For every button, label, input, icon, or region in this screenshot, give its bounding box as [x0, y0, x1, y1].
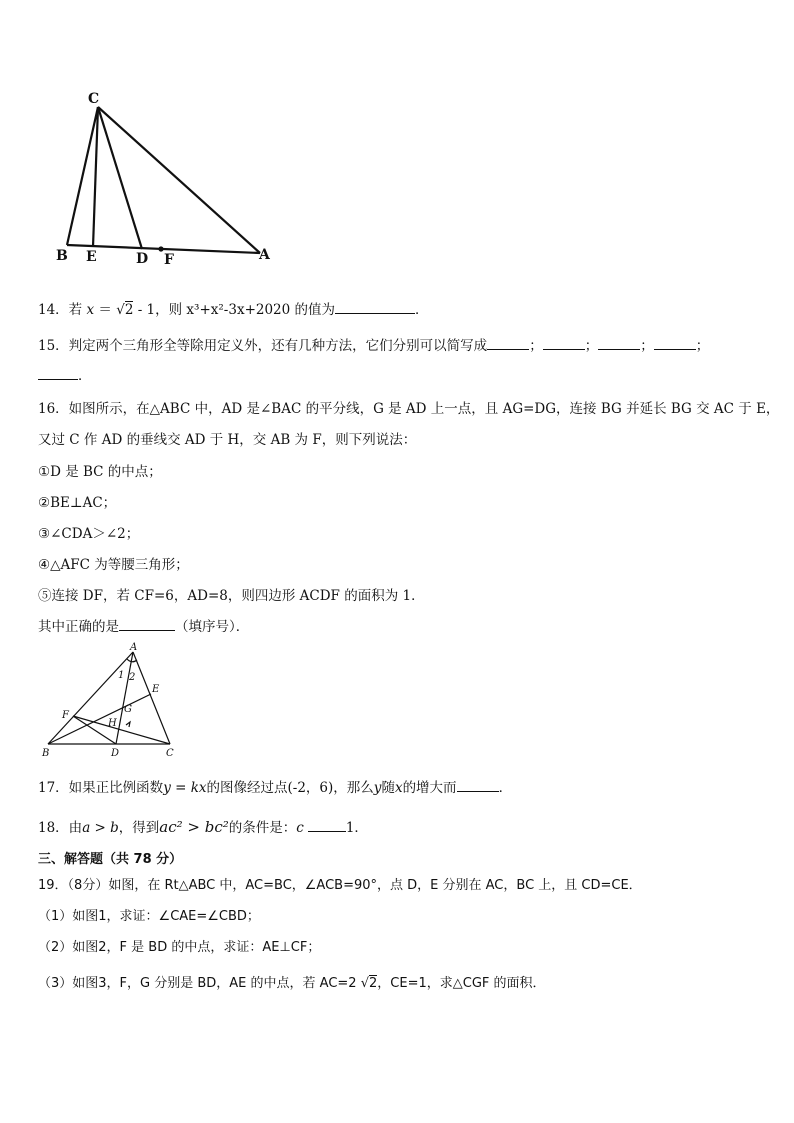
section-3-title: 三、解答题（共 78 分） — [38, 852, 183, 867]
q14-sqrt-arg: 2 — [124, 302, 134, 318]
q19-line1: 19．（8分）如图，在 Rt△ABC 中，AC=BC，∠ACB=90°，点 D，E 分别在 AC，BC 上，且 CD=CE． — [38, 878, 642, 893]
q15-sep-2: ； — [584, 338, 599, 354]
q14-answer-blank[interactable] — [335, 299, 415, 314]
q14-eq: ＝ — [98, 302, 112, 318]
q18-end: 1． — [345, 820, 368, 836]
q16-answer-prefix: 其中正确的是 — [38, 619, 119, 635]
q15-end: ． — [78, 368, 92, 384]
q17-x: x — [394, 780, 403, 796]
q14-after: - 1，则 x³+x²-3x+2020 的值为 — [137, 302, 336, 318]
figure-triangle-abc-1 — [50, 85, 290, 270]
question-14 — [38, 298, 429, 318]
q14-x: x — [86, 302, 95, 318]
q18-mid2: 的条件是： — [228, 820, 297, 836]
fig2-label-1: 1 — [118, 670, 125, 681]
q15-blank-4[interactable] — [654, 335, 696, 350]
fig2-label-e: E — [152, 684, 160, 695]
q16-line2: 又过 C 作 AD 的垂线交 AD 于 H，交 AB 为 F，则下列说法： — [38, 432, 417, 448]
q15-sep-1: ； — [529, 338, 543, 354]
q17-y: y — [373, 780, 382, 796]
question-18 — [38, 816, 368, 836]
q19-part-2: （2）如图2，F 是 BD 的中点，求证：AE⊥CF； — [38, 940, 321, 955]
label-a: A — [259, 247, 270, 263]
q16-answer-blank[interactable] — [119, 616, 175, 631]
label-b: B — [56, 248, 68, 264]
sqrt-symbol-2: √2 — [360, 976, 378, 991]
q18-prefix: 18．由 — [38, 820, 83, 836]
q15-blank-2[interactable] — [543, 335, 585, 350]
q16-answer-suffix: （填序号）． — [175, 619, 250, 635]
q18-cond: a > b — [82, 820, 119, 836]
q16-item-3: ③∠CDA＞∠2； — [38, 526, 140, 542]
q19-part-3 — [38, 972, 546, 991]
fig2-label-a: A — [130, 642, 138, 653]
q18-ineq: ac² > bc² — [159, 818, 229, 836]
fig2-label-2: 2 — [129, 672, 136, 683]
q15-text: 15．判定两个三角形全等除用定义外，还有几种方法，它们分别可以简写成 — [38, 338, 488, 354]
q17-answer-blank[interactable] — [457, 777, 499, 792]
point-f — [158, 246, 163, 251]
q19-part-1: （1）如图1，求证：∠CAE=∠CBD； — [38, 909, 260, 924]
fig2-label-b: B — [42, 748, 50, 759]
seg-fc — [73, 716, 170, 744]
q15-blank-5[interactable] — [38, 365, 78, 380]
q16-item-2: ②BE⊥AC； — [38, 495, 117, 511]
fig2-label-g: G — [124, 704, 132, 715]
fig2-label-c: C — [166, 748, 174, 759]
q18-mid: ，得到 — [118, 820, 160, 836]
q17-mid2: 随 — [381, 780, 395, 796]
label-d: D — [136, 251, 149, 267]
q17-suffix: 的增大而 — [402, 780, 457, 796]
q17-mid: 的图像经过点(-2，6)，那么 — [206, 780, 374, 796]
q16-line1: 16．如图所示，在△ABC 中，AD 是∠BAC 的平分线，G 是 AD 上一点，且 AG=DG，连接 BG 并延长 BG 交 AC 于 E， — [38, 401, 780, 417]
q15-sep-3: ； — [640, 338, 654, 354]
q18-answer-blank[interactable] — [308, 817, 346, 832]
label-c: C — [88, 91, 100, 107]
question-15 — [38, 334, 709, 354]
q16-item-4: ④△AFC 为等腰三角形； — [38, 557, 189, 573]
label-f: F — [164, 252, 174, 268]
right-angle-mark — [126, 722, 130, 727]
q14-end: ． — [415, 302, 429, 318]
seg-ca — [98, 107, 260, 253]
q17-func: y = kx — [163, 780, 207, 796]
label-e: E — [86, 249, 97, 265]
figure-triangle-abc-2 — [38, 642, 188, 762]
q17-end: ． — [498, 780, 513, 796]
q19-p3-prefix: （3）如图3，F，G 分别是 BD，AE 的中点，若 AC=2 — [38, 976, 357, 991]
q15-blank-1[interactable] — [487, 335, 529, 350]
question-17 — [38, 776, 512, 796]
q17-prefix: 17．如果正比例函数 — [38, 780, 164, 796]
q18-c: c — [296, 820, 304, 836]
q14-prefix: 14．若 — [38, 302, 83, 318]
question-15-cont — [38, 364, 92, 384]
fig2-label-d: D — [111, 748, 120, 759]
seg-ad — [116, 652, 136, 744]
q16-item-5: ⑤连接 DF，若 CF=6，AD=8，则四边形 ACDF 的面积为 1． — [38, 588, 425, 604]
seg-ac — [133, 652, 170, 744]
q15-blank-3[interactable] — [598, 335, 640, 350]
fig2-label-h: H — [108, 718, 117, 729]
q16-answer — [38, 615, 249, 635]
q19-sqrt-arg: 2 — [369, 976, 378, 991]
q16-item-1: ①D 是 BC 的中点； — [38, 464, 162, 480]
sqrt-symbol: √2 — [116, 302, 134, 318]
q15-sep-4: ； — [695, 338, 710, 354]
q19-p3-suffix: ，CE=1，求△CGF 的面积． — [377, 976, 546, 991]
fig2-label-f: F — [62, 710, 69, 721]
